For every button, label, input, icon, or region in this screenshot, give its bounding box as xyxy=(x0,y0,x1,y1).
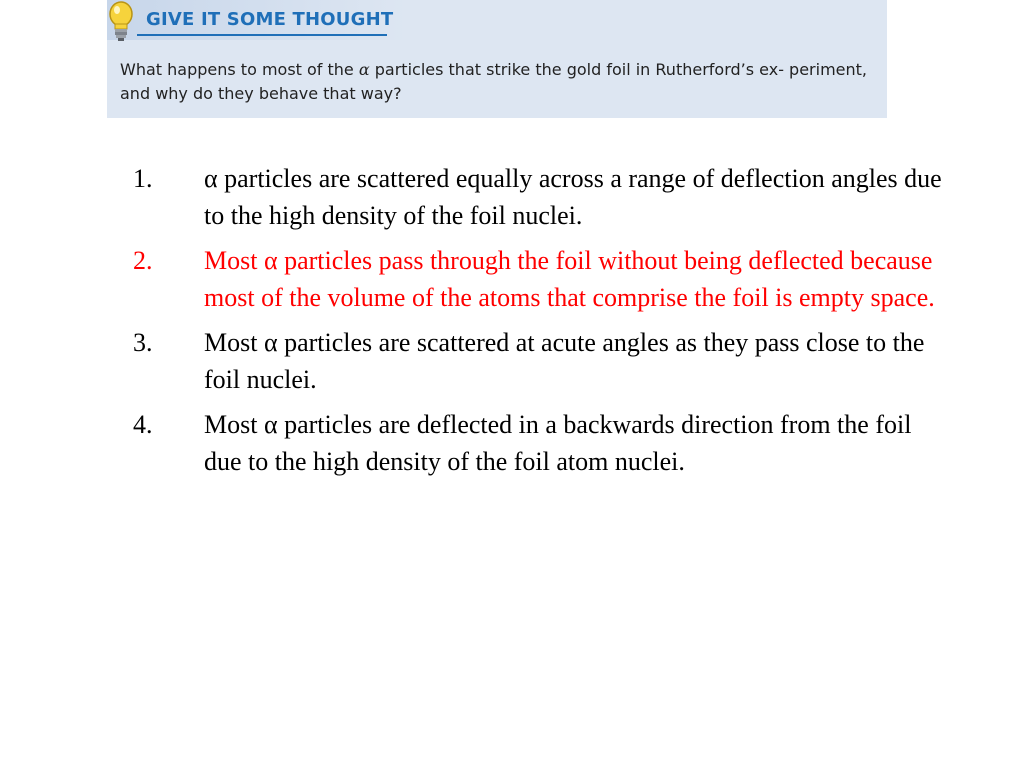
answer-option-2[interactable] xyxy=(133,242,953,316)
answer-option-3[interactable] xyxy=(133,324,953,398)
option-text xyxy=(204,406,953,480)
question-text-end: particles that strike the gold foil in Rutherford’s ex- periment, and why do they behave that way? xyxy=(120,60,868,103)
option-body: particles are deflected in a backwards direction from the foil due to the high density of the foil atom nuclei. xyxy=(204,410,912,476)
option-number: 2. xyxy=(133,246,153,275)
option-text xyxy=(204,160,953,234)
give-it-some-thought-callout xyxy=(107,0,887,118)
option-text xyxy=(204,242,953,316)
answer-option-4[interactable] xyxy=(133,406,953,480)
callout-title: GIVE IT SOME THOUGHT xyxy=(146,9,394,30)
alpha-symbol: α xyxy=(358,60,370,79)
question-text-start: What happens to most of the xyxy=(120,60,359,79)
option-body: particles pass through the foil without being deflected because most of the volume of the atoms that comprise the foil is empty space. xyxy=(204,246,935,312)
option-symbol: Most α xyxy=(204,410,278,439)
option-symbol: α xyxy=(204,164,218,193)
option-text xyxy=(204,324,953,398)
option-number: 1. xyxy=(133,164,153,193)
callout-title-underline xyxy=(137,34,387,36)
option-body: particles are scattered equally across a range of deflection angles due to the high density of the foil nuclei. xyxy=(204,164,942,230)
option-number: 4. xyxy=(133,410,153,439)
lightbulb-icon xyxy=(107,0,135,44)
option-symbol: Most α xyxy=(204,246,278,275)
option-body: particles are scattered at acute angles as they pass close to the foil nuclei. xyxy=(204,328,925,394)
answer-options xyxy=(133,160,953,488)
option-symbol: Most α xyxy=(204,328,278,357)
callout-question xyxy=(120,58,880,106)
option-number: 3. xyxy=(133,328,153,357)
answer-option-1[interactable] xyxy=(133,160,953,234)
